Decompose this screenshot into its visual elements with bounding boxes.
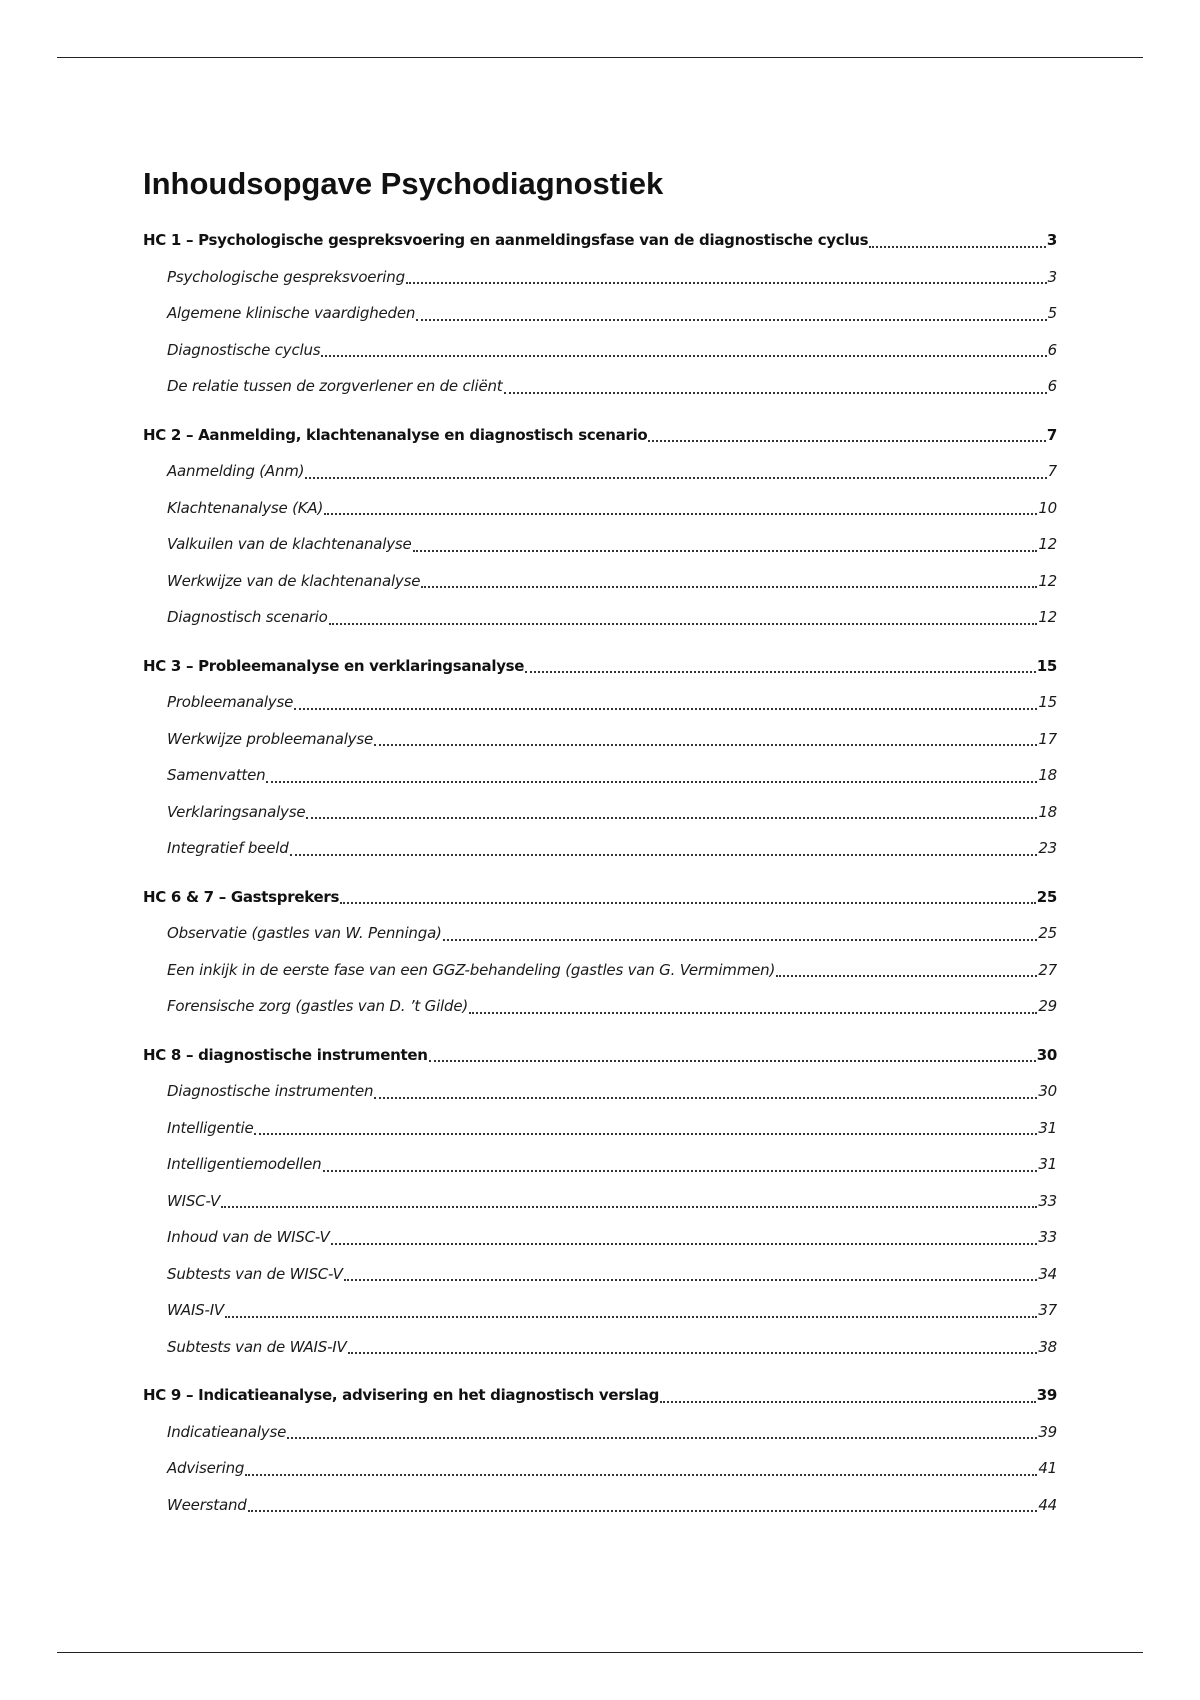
toc-entry-label: Weerstand <box>167 1495 247 1514</box>
toc-page-number: 12 <box>1038 608 1057 626</box>
dot-leader <box>266 766 1037 783</box>
table-of-contents <box>143 163 1057 1535</box>
toc-section <box>143 648 1057 867</box>
toc-subsection-entry[interactable] <box>143 952 1057 989</box>
toc-page-number: 25 <box>1038 924 1057 942</box>
toc-page-number: 37 <box>1038 1301 1057 1319</box>
toc-page-number: 34 <box>1038 1264 1057 1283</box>
toc-subsection-entry[interactable] <box>143 1487 1057 1524</box>
dot-leader <box>321 340 1046 357</box>
toc-page-number: 23 <box>1038 839 1057 857</box>
toc-page-number: 3 <box>1046 231 1057 249</box>
dot-leader <box>294 693 1037 710</box>
toc-page-number: 30 <box>1036 1045 1057 1064</box>
toc-entry-label: Subtests van de WISC-V <box>167 1264 343 1283</box>
dot-leader <box>245 1459 1037 1476</box>
toc-subsection-entry[interactable] <box>143 830 1057 867</box>
toc-subsection-entry[interactable] <box>143 794 1057 831</box>
toc-subsection-entry[interactable] <box>143 1110 1057 1147</box>
toc-subsection-entry[interactable] <box>143 490 1057 527</box>
toc-subsection-entry[interactable] <box>143 295 1057 332</box>
toc-page-number: 44 <box>1038 1495 1057 1514</box>
dot-leader <box>776 960 1037 977</box>
dot-leader <box>225 1301 1037 1318</box>
toc-page-number: 18 <box>1038 802 1057 821</box>
toc-page-number: 3 <box>1047 267 1057 286</box>
dot-leader <box>221 1191 1037 1208</box>
toc-entry-label: WAIS-IV <box>167 1301 224 1319</box>
toc-page-number: 33 <box>1038 1191 1057 1210</box>
toc-entry-label: Werkwijze van de klachtenanalyse <box>167 571 421 590</box>
dot-leader <box>324 498 1037 515</box>
header-rule <box>57 57 1143 58</box>
toc-page-number: 10 <box>1038 498 1057 517</box>
toc-page-number: 33 <box>1038 1228 1057 1246</box>
toc-subsection-entry[interactable] <box>143 453 1057 490</box>
toc-entry-label: Algemene klinische vaardigheden <box>167 304 416 322</box>
toc-entry-label: Diagnostische instrumenten <box>167 1082 374 1100</box>
toc-entry-label: Verklaringsanalyse <box>167 802 306 821</box>
toc-entry-label: Observatie (gastles van W. Penninga) <box>167 924 442 942</box>
toc-page-number: 17 <box>1038 729 1057 748</box>
toc-entry-label: Aanmelding (Anm) <box>167 462 305 480</box>
toc-entry-label: De relatie tussen de zorgverlener en de cliënt <box>167 377 503 395</box>
toc-entry-label: Valkuilen van de klachtenanalyse <box>167 535 412 553</box>
toc-page-number: 12 <box>1038 571 1057 590</box>
toc-entry-label: Intelligentiemodellen <box>167 1155 322 1173</box>
toc-entry-label: Integratief beeld <box>167 839 289 857</box>
toc-page-number: 31 <box>1038 1155 1057 1173</box>
toc-subsection-entry[interactable] <box>143 368 1057 405</box>
dot-leader <box>290 839 1038 856</box>
toc-subsection-entry[interactable] <box>143 988 1057 1025</box>
toc-section <box>143 1377 1057 1523</box>
toc-page-number: 15 <box>1036 656 1057 675</box>
page-title: Inhoudsopgave Psychodiagnostiek <box>143 166 664 201</box>
toc-entry-label: Forensische zorg (gastles van D. ’t Gilde) <box>167 997 469 1015</box>
toc-entry-label: Diagnostische cyclus <box>167 340 321 359</box>
toc-page-number: 30 <box>1038 1082 1057 1100</box>
toc-entry-label: Samenvatten <box>167 766 266 784</box>
dot-leader <box>421 571 1037 588</box>
toc-entry-label: Probleemanalyse <box>167 693 294 711</box>
dot-leader <box>504 377 1047 394</box>
toc-page-number: 39 <box>1038 1422 1057 1441</box>
toc-page-number: 41 <box>1038 1459 1057 1477</box>
toc-entry-label: Psychologische gespreksvoering <box>167 267 405 286</box>
toc-subsection-entry[interactable] <box>143 332 1057 369</box>
toc-subsection-entry[interactable] <box>143 563 1057 600</box>
toc-entry-label: Een inkijk in de eerste fase van een GGZ-behandeling (gastles van G. Vermimmen) <box>167 960 776 979</box>
toc-entry-label: HC 3 – Probleemanalyse en verklaringsanalyse <box>143 656 525 675</box>
toc-entry-label: HC 1 – Psychologische gespreksvoering en aanmeldingsfase van de diagnostische cyclus <box>143 231 869 249</box>
toc-page-number: 5 <box>1047 304 1057 322</box>
dot-leader <box>416 304 1046 321</box>
toc-entry-label: Intelligentie <box>167 1118 254 1137</box>
toc-chapter-entry[interactable] <box>143 879 1057 916</box>
dot-leader <box>340 887 1036 904</box>
toc-subsection-entry[interactable] <box>143 1146 1057 1183</box>
toc-page-number: 15 <box>1038 693 1057 711</box>
dot-leader <box>254 1118 1037 1135</box>
toc-page-number: 31 <box>1038 1118 1057 1137</box>
dot-leader <box>287 1422 1037 1439</box>
toc-subsection-entry[interactable] <box>143 721 1057 758</box>
dot-leader <box>869 231 1046 248</box>
toc-entry-label: Werkwijze probleemanalyse <box>167 729 373 748</box>
toc-page-number: 29 <box>1038 997 1057 1015</box>
dot-leader <box>344 1264 1038 1281</box>
toc-entry-label: Indicatieanalyse <box>167 1422 287 1441</box>
toc-entry-label: Inhoud van de WISC-V <box>167 1228 330 1246</box>
toc-subsection-entry[interactable] <box>143 259 1057 296</box>
dot-leader <box>329 608 1038 625</box>
toc-subsection-entry[interactable] <box>143 1292 1057 1329</box>
toc-page-number: 6 <box>1047 377 1057 395</box>
dot-leader <box>348 1337 1038 1354</box>
toc-page-number: 6 <box>1047 340 1057 359</box>
toc-subsection-entry[interactable] <box>143 526 1057 563</box>
toc-entry-label: Subtests van de WAIS-IV <box>167 1337 347 1356</box>
dot-leader <box>443 924 1038 941</box>
toc-entry-label: HC 6 & 7 – Gastsprekers <box>143 887 340 906</box>
toc-subsection-entry[interactable] <box>143 1183 1057 1220</box>
toc-page-number: 25 <box>1036 887 1057 906</box>
dot-leader <box>323 1155 1038 1172</box>
dot-leader <box>469 997 1037 1014</box>
toc-entry-label: HC 8 – diagnostische instrumenten <box>143 1045 428 1064</box>
toc-chapter-entry[interactable] <box>143 1037 1057 1074</box>
toc-section <box>143 222 1057 405</box>
toc-subsection-entry[interactable] <box>143 1073 1057 1110</box>
dot-leader <box>525 656 1036 673</box>
toc-chapter-entry[interactable] <box>143 417 1057 454</box>
toc-section <box>143 417 1057 636</box>
dot-leader <box>406 267 1047 284</box>
toc-subsection-entry[interactable] <box>143 1329 1057 1366</box>
footer-rule <box>57 1652 1143 1653</box>
toc-entry-label: Diagnostisch scenario <box>167 608 328 626</box>
toc-subsection-entry[interactable] <box>143 1219 1057 1256</box>
dot-leader <box>331 1228 1038 1245</box>
toc-chapter-entry[interactable] <box>143 1377 1057 1414</box>
toc-page-number: 38 <box>1038 1337 1057 1356</box>
toc-subsection-entry[interactable] <box>143 599 1057 636</box>
toc-page-number: 27 <box>1038 960 1057 979</box>
toc-chapter-entry[interactable] <box>143 648 1057 685</box>
toc-page-number: 39 <box>1036 1386 1057 1404</box>
toc-subsection-entry[interactable] <box>143 1450 1057 1487</box>
toc-entry-label: HC 9 – Indicatieanalyse, advisering en het diagnostisch verslag <box>143 1386 660 1404</box>
toc-subsection-entry[interactable] <box>143 1414 1057 1451</box>
toc-subsection-entry[interactable] <box>143 684 1057 721</box>
dot-leader <box>429 1045 1036 1062</box>
toc-page-number: 7 <box>1047 462 1057 480</box>
toc-subsection-entry[interactable] <box>143 1256 1057 1293</box>
dot-leader <box>374 1082 1037 1099</box>
toc-chapter-entry[interactable] <box>143 222 1057 259</box>
toc-entry-label: Advisering <box>167 1459 245 1477</box>
toc-page-number: 12 <box>1038 535 1057 553</box>
dot-leader <box>374 729 1037 746</box>
toc-section <box>143 879 1057 1025</box>
toc-list <box>143 222 1057 1523</box>
dot-leader <box>413 535 1038 552</box>
toc-entry-label: WISC-V <box>167 1191 221 1210</box>
toc-page-number: 18 <box>1038 766 1057 784</box>
dot-leader <box>248 1495 1038 1512</box>
toc-subsection-entry[interactable] <box>143 757 1057 794</box>
dot-leader <box>648 425 1045 442</box>
toc-page-number: 7 <box>1046 425 1057 444</box>
dot-leader <box>305 462 1046 479</box>
toc-entry-label: HC 2 – Aanmelding, klachtenanalyse en diagnostisch scenario <box>143 425 648 444</box>
dot-leader <box>306 802 1037 819</box>
toc-section <box>143 1037 1057 1366</box>
toc-subsection-entry[interactable] <box>143 915 1057 952</box>
toc-entry-label: Klachtenanalyse (KA) <box>167 498 324 517</box>
dot-leader <box>660 1386 1036 1403</box>
